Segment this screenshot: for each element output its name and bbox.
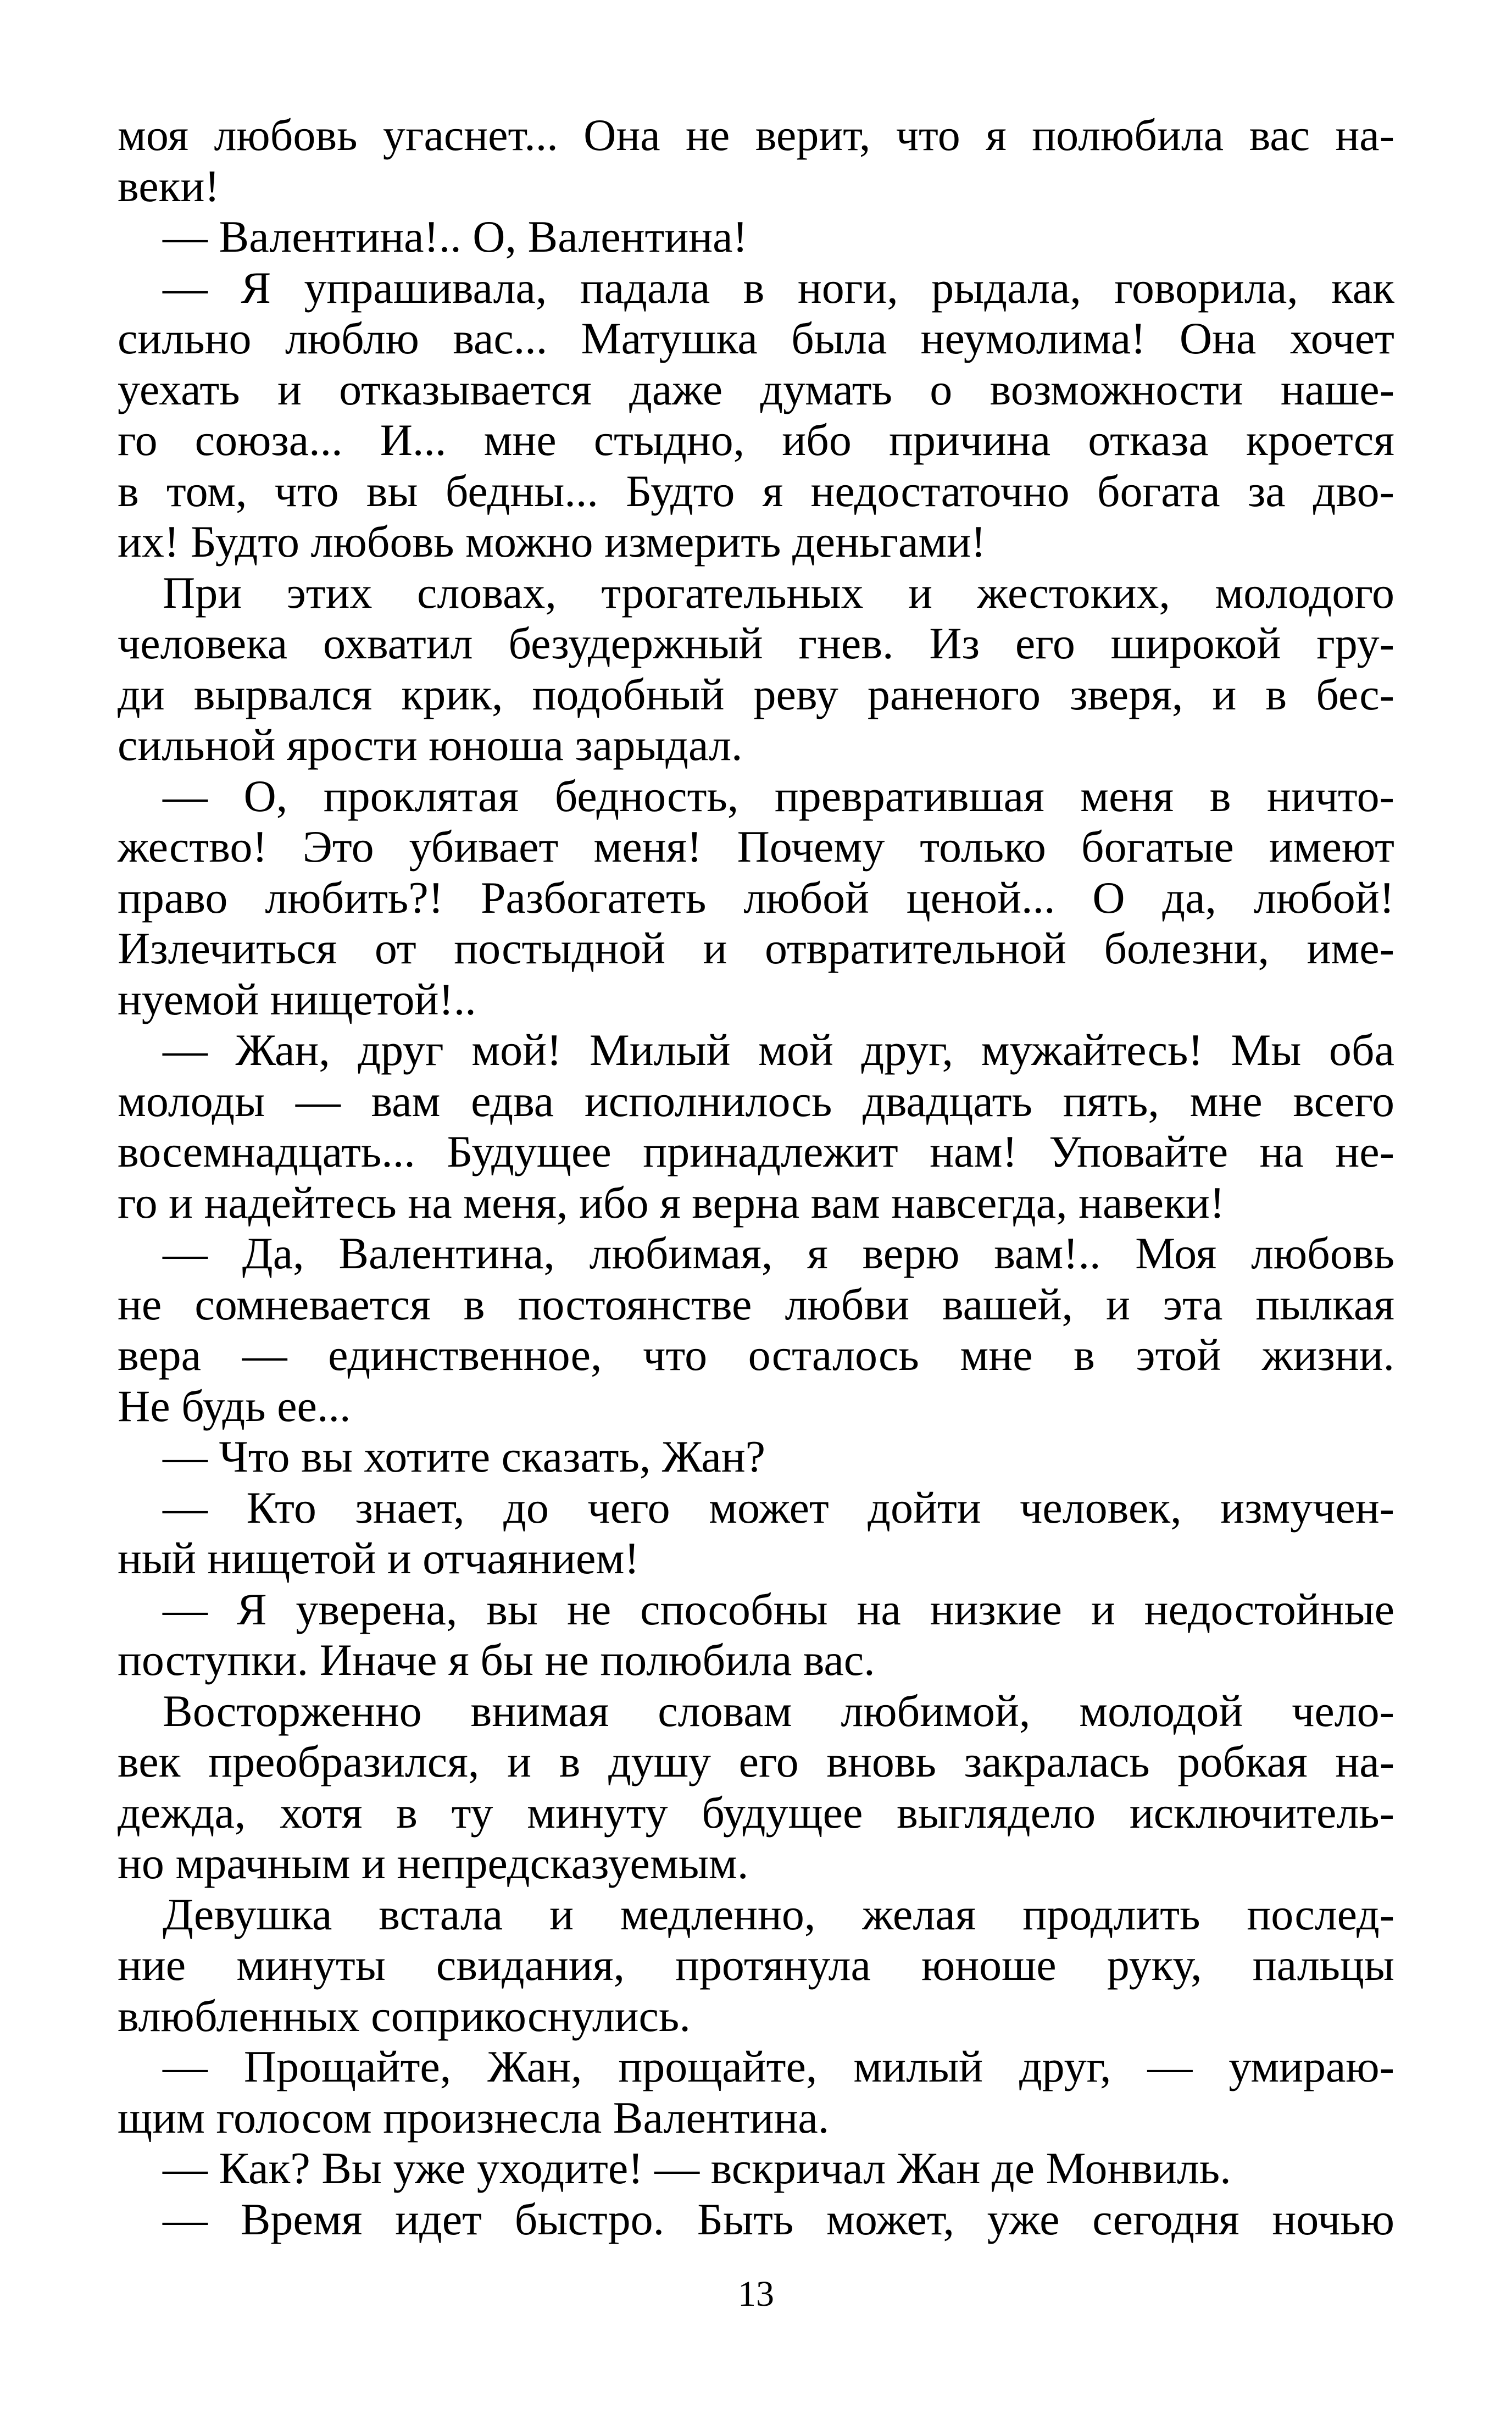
text-line: Излечиться от постыдной и отвратительной болезни, име- (118, 923, 1394, 973)
text-line: моя любовь угаснет... Она не верит, что я полюбила вас на- (118, 110, 1394, 160)
text-line: ный нищетой и отчаянием! (118, 1533, 640, 1583)
text-line: уехать и отказывается даже думать о возможности наше- (118, 364, 1394, 414)
text-line: го и надейтесь на меня, ибо я верна вам навсегда, навеки! (118, 1177, 1225, 1228)
text-line: нуемой нищетой!.. (118, 974, 476, 1024)
text-line: жество! Это убивает меня! Почему только богатые имеют (118, 822, 1394, 872)
text-line: их! Будто любовь можно измерить деньгами! (118, 517, 986, 567)
text-line: веки! (118, 160, 220, 211)
page-number: 13 (738, 2274, 774, 2314)
page-text-body (118, 110, 1394, 2245)
text-line: го союза... И... мне стыдно, ибо причина отказа кроется (118, 415, 1394, 465)
text-line: не сомневается в постоянстве любви вашей, и эта пылкая (118, 1279, 1394, 1329)
text-line: — Валентина!.. О, Валентина! (118, 212, 748, 262)
text-line: — О, проклятая бедность, превратившая меня в ничто- (118, 770, 1394, 821)
text-line: — Время идет быстро. Быть может, уже сегодня ночью (118, 2194, 1394, 2244)
text-line: дежда, хотя в ту минуту будущее выглядело исключитель- (118, 1787, 1394, 1838)
text-line: — Я уверена, вы не способны на низкие и недостойные (118, 1584, 1394, 1634)
text-line: ди вырвался крик, подобный реву раненого зверя, и в бес- (118, 669, 1394, 719)
text-line: — Я упрашивала, падала в ноги, рыдала, говорила, как (118, 262, 1394, 313)
text-line: поступки. Иначе я бы не полюбила вас. (118, 1635, 875, 1685)
text-line: право любить?! Разбогатеть любой ценой... О да, любой! (118, 872, 1394, 923)
text-line: — Жан, друг мой! Милый мой друг, мужайтесь! Мы оба (118, 1025, 1394, 1075)
text-line: щим голосом произнесла Валентина. (118, 2092, 830, 2143)
text-line: человека охватил безудержный гнев. Из его широкой гру- (118, 618, 1394, 668)
text-line: — Да, Валентина, любимая, я верю вам!.. Моя любовь (118, 1228, 1394, 1278)
text-line: молоды — вам едва исполнилось двадцать пять, мне всего (118, 1075, 1394, 1126)
text-line: Не будь ее... (118, 1380, 351, 1431)
text-line: ние минуты свидания, протянула юноше руку, пальцы (118, 1940, 1394, 1990)
text-line: Восторженно внимая словам любимой, молодой чело- (118, 1685, 1394, 1736)
text-line: но мрачным и непредсказуемым. (118, 1838, 749, 1888)
text-line: Девушка встала и медленно, желая продлить послед- (118, 1889, 1394, 1939)
text-line: — Как? Вы уже уходите! — вскричал Жан де Монвиль. (118, 2143, 1231, 2193)
text-line: При этих словах, трогательных и жестоких, молодого (118, 567, 1394, 618)
text-line: сильной ярости юноша зарыдал. (118, 720, 743, 770)
text-line: в том, что вы бедны... Будто я недостаточно богата за дво- (118, 465, 1394, 516)
text-line: сильно люблю вас... Матушка была неумолима! Она хочет (118, 313, 1394, 363)
text-line: — Что вы хотите сказать, Жан? (118, 1431, 765, 1481)
text-line: — Прощайте, Жан, прощайте, милый друг, — умираю- (118, 2041, 1394, 2091)
text-line: влюбленных соприкоснулись. (118, 1990, 691, 2041)
text-line: век преобразился, и в душу его вновь закралась робкая на- (118, 1736, 1394, 1786)
text-line: восемнадцать... Будущее принадлежит нам! Уповайте на не- (118, 1127, 1394, 1177)
text-line: — Кто знает, до чего может дойти человек, измучен- (118, 1482, 1394, 1533)
text-line: вера — единственное, что осталось мне в этой жизни. (118, 1330, 1394, 1380)
